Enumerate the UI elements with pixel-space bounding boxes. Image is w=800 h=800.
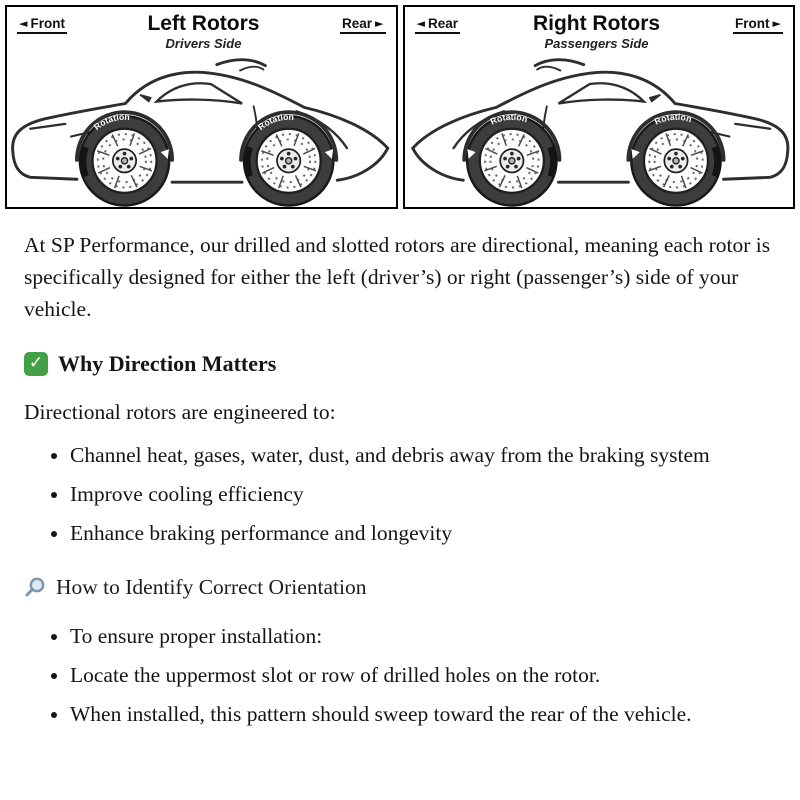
identify-bullet-list — [24, 620, 776, 731]
right-panel-title-block — [533, 12, 660, 51]
rotor-direction-diagram — [5, 5, 795, 209]
list-item: • Enhance braking performance and longevity — [70, 517, 776, 549]
panel-title: Right Rotors — [532, 12, 661, 35]
section-title: Why Direction Matters — [58, 351, 277, 377]
direction-text: Rear — [342, 16, 373, 31]
front-direction-label — [17, 16, 67, 34]
article-body — [0, 209, 800, 763]
left-arrow-icon: ◄ — [19, 17, 28, 30]
why-bullet-list — [24, 439, 776, 550]
list-item: • Improve cooling efficiency — [70, 478, 776, 510]
direction-text: Rear — [427, 16, 458, 31]
right-panel-header — [405, 7, 794, 51]
rear-direction-label — [340, 16, 386, 34]
list-item: • Channel heat, gases, water, dust, and debris away from the braking system — [70, 439, 776, 471]
direction-text: Front — [30, 16, 65, 31]
why-direction-matters-heading — [24, 347, 776, 380]
right-rotors-panel — [403, 5, 796, 209]
panel-title: Left Rotors — [147, 12, 260, 35]
panel-subtitle: Passengers Side — [544, 36, 649, 52]
check-icon: ✓ — [24, 352, 48, 376]
engineered-to-lead: Directional rotors are engineered to: — [24, 400, 336, 425]
rear-direction-label — [415, 16, 461, 34]
intro-paragraph: At SP Performance, our drilled and slotted rotors are directional, meaning each rotor is specifically designed for either the left (driver’s) or right (passenger’s) side of your vehicle. — [24, 232, 771, 322]
list-item: • When installed, this pattern should sweep toward the rear of the vehicle. — [70, 698, 776, 730]
left-car-illustration — [7, 53, 396, 206]
left-panel-header — [7, 7, 396, 51]
right-arrow-icon: ► — [375, 17, 384, 30]
panel-subtitle: Drivers Side — [165, 36, 242, 52]
list-item: • To ensure proper installation: — [70, 620, 776, 652]
direction-text: Front — [735, 16, 770, 31]
right-arrow-icon: ► — [772, 17, 781, 30]
right-car-illustration — [405, 53, 794, 206]
magnifier-icon — [24, 576, 46, 598]
identify-orientation-heading — [24, 571, 776, 603]
left-panel-title-block — [147, 12, 259, 51]
front-direction-label — [733, 16, 783, 34]
list-item: • Locate the uppermost slot or row of drilled holes on the rotor. — [70, 659, 776, 691]
section-title: How to Identify Correct Orientation — [56, 575, 367, 600]
left-rotors-panel — [5, 5, 398, 209]
left-arrow-icon: ◄ — [416, 17, 425, 30]
